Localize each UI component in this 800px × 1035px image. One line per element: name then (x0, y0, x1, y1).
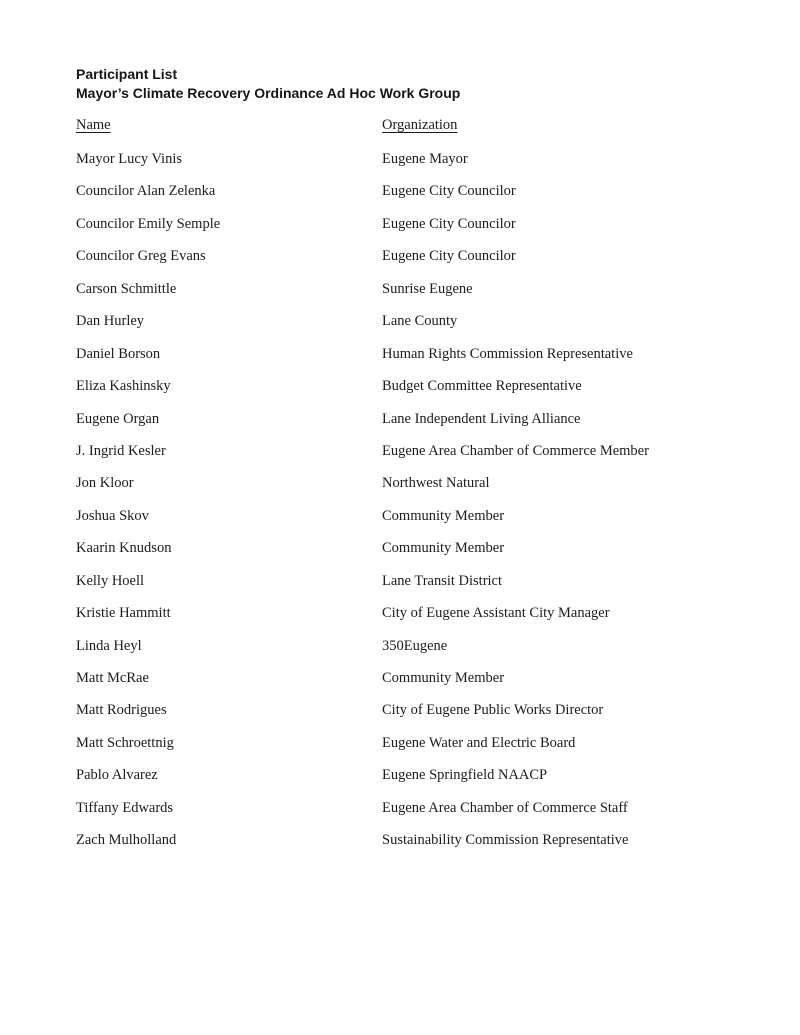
participant-organization: Sunrise Eugene (382, 280, 473, 297)
table-row (76, 281, 766, 313)
participant-organization: Lane Transit District (382, 572, 503, 589)
participant-organization: Lane Independent Living Alliance (382, 410, 581, 427)
participant-name: Linda Heyl (76, 637, 142, 654)
participant-name: Joshua Skov (76, 507, 149, 524)
table-row (76, 443, 766, 475)
participant-name: Matt McRae (76, 670, 149, 686)
column-header-organization: Organization (382, 117, 458, 133)
participant-name: Matt Schroettnig (76, 734, 174, 751)
table-row (76, 475, 766, 507)
participant-name: Mayor Lucy Vinis (76, 151, 182, 167)
participant-organization: Eugene City Councilor (382, 183, 516, 200)
participant-name: Eugene Organ (76, 410, 160, 427)
participant-organization: Lane County (382, 313, 458, 330)
document-title-block (76, 65, 760, 102)
participant-organization: Sustainability Commission Representative (382, 832, 629, 849)
participant-name: Dan Hurley (76, 313, 145, 330)
table-row (76, 216, 766, 248)
participant-name: Daniel Borson (76, 345, 161, 362)
table-row (76, 313, 766, 345)
table-body (76, 151, 766, 865)
table-row (76, 540, 766, 572)
participant-organization: Northwest Natural (382, 475, 490, 492)
participant-organization: City of Eugene Public Works Director (382, 702, 604, 719)
participant-name: Carson Schmittle (76, 280, 177, 297)
table-row (76, 573, 766, 605)
participant-organization: Eugene Area Chamber of Commerce Member (382, 442, 649, 459)
participant-organization: Eugene City Councilor (382, 215, 516, 232)
column-header-name: Name (76, 117, 111, 133)
table-row (76, 735, 766, 767)
table-row (76, 605, 766, 637)
participant-organization: Human Rights Commission Representative (382, 345, 633, 362)
table-row (76, 800, 766, 832)
participant-organization: Eugene Springfield NAACP (382, 767, 548, 784)
participant-name: Jon Kloor (76, 475, 134, 492)
participant-table (76, 117, 766, 865)
document-title-line2: Mayor’s Climate Recovery Ordinance Ad Hoc Work Group (76, 84, 461, 101)
participant-name: Tiffany Edwards (76, 799, 174, 816)
participant-name: Councilor Emily Semple (76, 215, 221, 232)
participant-name: Zach Mulholland (76, 832, 177, 849)
participant-organization: Eugene Mayor (382, 151, 468, 167)
participant-organization: Community Member (382, 507, 505, 524)
table-row (76, 638, 766, 670)
participant-name: Matt Rodrigues (76, 702, 167, 719)
participant-organization: Community Member (382, 540, 505, 557)
participant-name: Kaarin Knudson (76, 540, 172, 557)
table-row (76, 346, 766, 378)
table-row (76, 832, 766, 864)
participant-name: J. Ingrid Kesler (76, 442, 166, 459)
participant-name: Eliza Kashinsky (76, 378, 171, 395)
participant-name: Councilor Alan Zelenka (76, 183, 216, 200)
document-title-line1: Participant List (76, 66, 178, 82)
table-row (76, 378, 766, 410)
participant-organization: Budget Committee Representative (382, 378, 582, 395)
table-row (76, 670, 766, 702)
participant-name: Kristie Hammitt (76, 605, 171, 622)
participant-organization: Community Member (382, 670, 505, 686)
participant-organization: Eugene City Councilor (382, 248, 516, 265)
table-row (76, 702, 766, 734)
table-row (76, 248, 766, 280)
table-row (76, 411, 766, 443)
participant-name: Kelly Hoell (76, 572, 145, 589)
participant-organization: Eugene Water and Electric Board (382, 734, 576, 751)
participant-organization: 350Eugene (382, 637, 448, 654)
table-header-row (76, 117, 766, 151)
table-row (76, 508, 766, 540)
participant-organization: Eugene Area Chamber of Commerce Staff (382, 799, 628, 816)
table-row (76, 151, 766, 183)
table-row (76, 183, 766, 215)
table-row (76, 767, 766, 799)
participant-name: Councilor Greg Evans (76, 248, 206, 265)
participant-organization: City of Eugene Assistant City Manager (382, 605, 610, 622)
participant-name: Pablo Alvarez (76, 767, 158, 784)
